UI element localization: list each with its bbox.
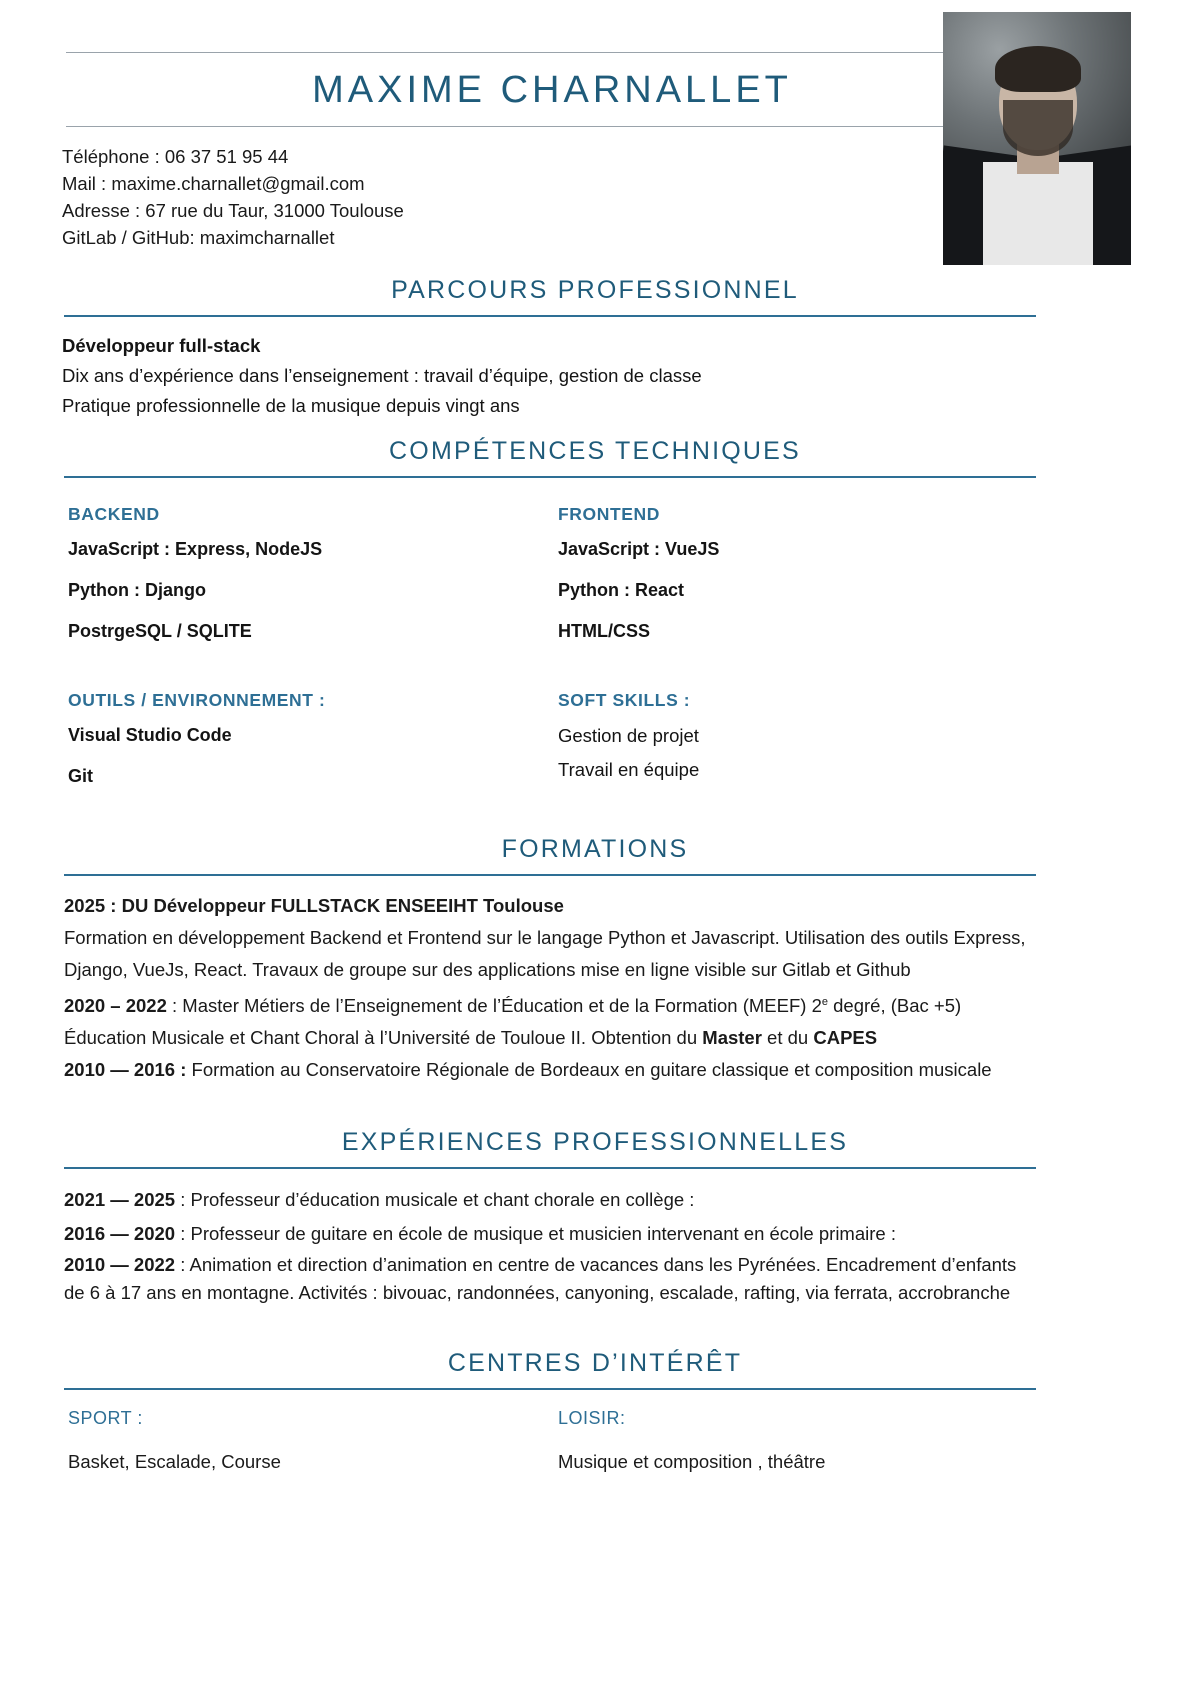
frontend-column — [546, 502, 1036, 662]
experience-years: 2016 — 2020 — [64, 1223, 176, 1245]
outils-item: Visual Studio Code — [68, 725, 232, 745]
frontend-item: Python : React — [558, 580, 685, 600]
formation-text: Éducation Musicale et Chant Choral à l’Université de Touloue II. Obtention du — [64, 1027, 703, 1049]
loisir-column — [546, 1404, 1036, 1473]
formation-entry-3 — [64, 1054, 1128, 1086]
experience-item — [64, 1251, 1128, 1279]
photo-beard — [1003, 100, 1073, 156]
formation-text-end: degré, (Bac +5) — [828, 995, 962, 1017]
section-rule-formations — [64, 874, 1036, 876]
section-title-formations: FORMATIONS — [501, 835, 689, 863]
photo-shirt — [983, 162, 1093, 265]
centres-columns — [64, 1404, 1036, 1473]
section-rule-competences — [64, 476, 1036, 478]
formation-diploma-master: Master — [702, 1027, 762, 1049]
formation-sup: e — [821, 996, 828, 1008]
formation-entry-2 — [64, 986, 1128, 1022]
backend-item: Python : Django — [68, 580, 206, 600]
section-rule-centres — [64, 1388, 1036, 1390]
soft-skills-item: Gestion de projet — [558, 725, 699, 746]
formation-entry-body: Django, VueJs, React. Travaux de groupe sur des applications mise en ligne visible sur Gitlab et Github — [64, 959, 911, 980]
backend-item: PostrgeSQL / SQLITE — [68, 621, 252, 641]
outils-item: Git — [68, 766, 93, 786]
experience-text: : Professeur de guitare en école de musique et musicien intervenant en école primaire : — [175, 1223, 896, 1245]
parcours-line-3: Pratique professionnelle de la musique depuis vingt ans — [62, 395, 520, 416]
backend-heading: BACKEND — [68, 504, 160, 524]
experience-years: 2010 — 2022 — [64, 1254, 176, 1276]
header — [62, 0, 1128, 270]
outils-heading: OUTILS / ENVIRONNEMENT : — [68, 690, 326, 710]
competences-bottom-columns — [64, 688, 1036, 807]
contact-mail: Mail : maxime.charnallet@gmail.com — [62, 173, 365, 194]
avatar — [943, 12, 1131, 265]
backend-item: JavaScript : Express, NodeJS — [68, 539, 323, 559]
section-title-experiences: EXPÉRIENCES PROFESSIONNELLES — [341, 1128, 849, 1157]
soft-skills-column — [546, 688, 1036, 807]
formation-text: Formation au Conservatoire Régionale de Bordeaux en guitare classique et composition musicale — [186, 1059, 992, 1081]
formation-entry-2-line2 — [64, 1022, 1128, 1054]
formation-entry-title: 2025 : DU Développeur FULLSTACK ENSEEIHT Toulouse — [64, 895, 564, 916]
soft-skills-item: Travail en équipe — [558, 759, 700, 780]
frontend-item: JavaScript : VueJS — [558, 539, 720, 559]
page-title: MAXIME CHARNALLET — [312, 69, 792, 111]
experience-text: : Animation et direction d’animation en centre de vacances dans les Pyrénées. Encadrement d’enfants — [175, 1254, 1017, 1276]
formation-entry-body: Formation en développement Backend et Frontend sur le langage Python et Javascript. Utilisation des outils Express, — [64, 927, 1026, 948]
sport-text: Basket, Escalade, Course — [68, 1451, 281, 1473]
loisir-heading: LOISIR: — [558, 1408, 626, 1429]
frontend-item: HTML/CSS — [558, 621, 650, 641]
competences-top-columns — [64, 502, 1036, 662]
formation-diploma-capes: CAPES — [813, 1027, 878, 1049]
parcours-line-1: Développeur full-stack — [62, 335, 261, 356]
contact-git: GitLab / GitHub: maximcharnallet — [62, 227, 335, 248]
experience-years: 2021 — 2025 — [64, 1189, 176, 1211]
backend-column — [64, 502, 546, 662]
formation-text: et du — [761, 1027, 814, 1049]
section-rule-experiences — [64, 1167, 1036, 1169]
soft-skills-heading: SOFT SKILLS : — [558, 690, 691, 710]
photo-hair — [995, 46, 1081, 92]
parcours-line-2: Dix ans d’expérience dans l’enseignement : travail d’équipe, gestion de classe — [62, 365, 702, 386]
formation-text: : Master Métiers de l’Enseignement de l’Éducation et de la Formation (MEEF) 2 — [166, 995, 822, 1017]
divider-under-name — [66, 126, 1038, 127]
sport-column — [64, 1404, 546, 1473]
frontend-heading: FRONTEND — [558, 504, 661, 524]
formation-years: 2010 — 2016 : — [64, 1059, 187, 1081]
section-title-competences: COMPÉTENCES TECHNIQUES — [389, 437, 801, 465]
outils-column — [64, 688, 546, 807]
experience-text: : Professeur d’éducation musicale et chant chorale en collège : — [175, 1189, 695, 1211]
contact-address: Adresse : 67 rue du Taur, 31000 Toulouse — [62, 200, 404, 221]
section-title-parcours: PARCOURS PROFESSIONNEL — [391, 276, 799, 304]
contact-phone: Téléphone : 06 37 51 95 44 — [62, 146, 289, 167]
experience-item-line2: de 6 à 17 ans en montagne. Activités : bivouac, randonnées, canyoning, escalade, rafting, via ferrata, accrobranche — [64, 1282, 1011, 1304]
experience-item — [64, 1217, 1128, 1251]
section-title-centres: CENTRES D’INTÉRÊT — [447, 1349, 743, 1378]
loisir-text: Musique et composition , théâtre — [558, 1451, 826, 1473]
formation-years: 2020 – 2022 — [64, 995, 167, 1017]
experience-item — [64, 1183, 1128, 1217]
sport-heading: SPORT : — [68, 1408, 143, 1429]
section-rule-parcours — [64, 315, 1036, 317]
